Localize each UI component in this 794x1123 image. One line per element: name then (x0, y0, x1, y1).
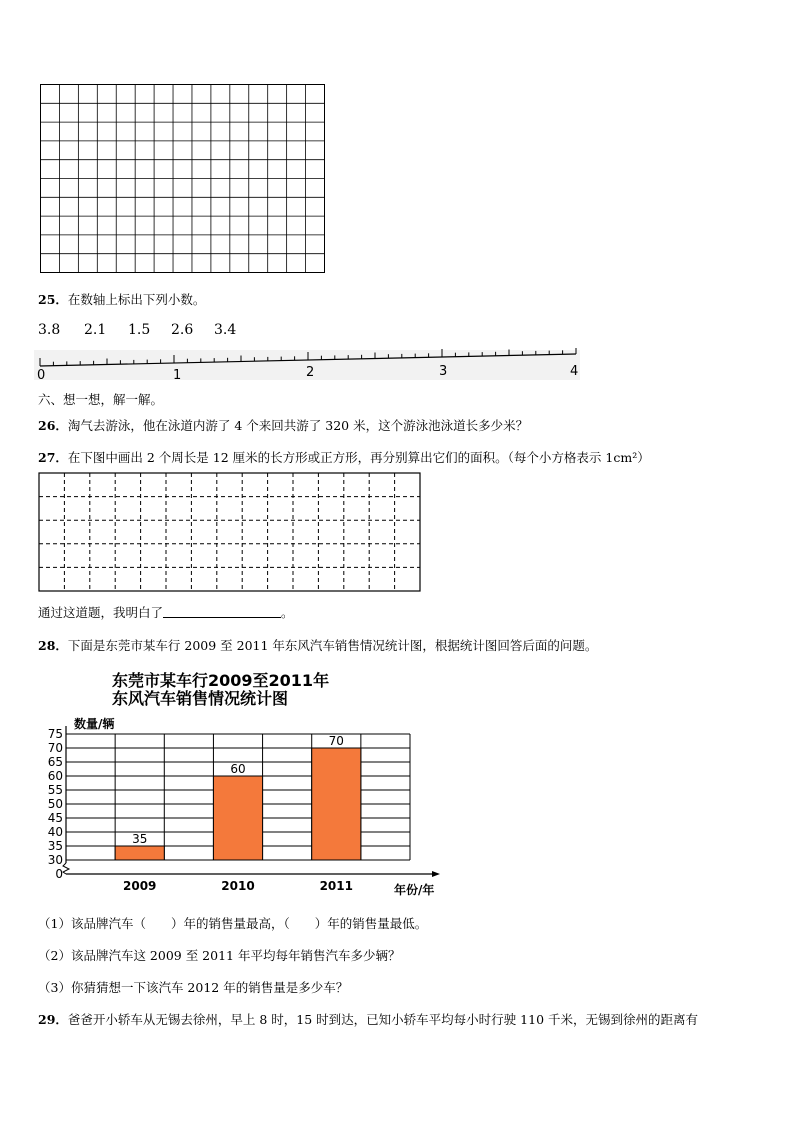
q27-understand (38, 603, 294, 621)
q29-text: 爸爸开小轿车从无锡去徐州，早上 8 时，15 时到达，已知小轿车平均每小时行驶 110 千米，无锡到徐州的距离有 (67, 1012, 698, 1027)
answer-blank[interactable] (163, 605, 281, 618)
chart-xlabel: 年份/年 (394, 883, 435, 897)
q26-number: 26． (38, 418, 68, 433)
chart-category-label-2011: 2011 (319, 879, 353, 893)
top-square-grid (38, 84, 328, 276)
chart-bar-2010 (213, 776, 262, 860)
chart-axis-break (63, 863, 69, 874)
q25-text: 在数轴上标出下列小数。 (67, 292, 206, 307)
dashed-grid[interactable] (38, 472, 424, 596)
chart-y-tick-label: 45 (47, 811, 63, 825)
q29-line (38, 1010, 698, 1028)
chart-category-label-2010: 2010 (221, 879, 255, 893)
q29-number: 29． (38, 1012, 68, 1027)
q25-number: 25． (38, 292, 68, 307)
chart-bar-2009 (115, 846, 164, 860)
axis-label-0: 0 (37, 368, 46, 382)
chart-y-tick-label: 35 (47, 839, 63, 853)
chart-y-tick-label: 65 (47, 755, 63, 769)
chart-y-tick-label: 75 (47, 727, 63, 741)
q28-line (38, 636, 597, 654)
chart-title-2: 东风汽车销售情况统计图 (112, 689, 289, 708)
chart-data-label-2010: 60 (230, 762, 246, 776)
axis-label-2: 2 (306, 365, 315, 380)
number-line[interactable] (34, 348, 582, 382)
q27-text: 在下图中画出 2 个周长是 12 厘米的长方形或正方形，再分别算出它们的面积。（每个小方格表示 1cm²） (67, 450, 650, 465)
q28-sub3: （3）你猜猜想一下该汽车 2012 年的销售量是多少车？ (38, 980, 349, 995)
chart-y-tick-label: 50 (47, 797, 63, 811)
chart-bar-2011 (312, 748, 361, 860)
q27-number: 27． (38, 450, 68, 465)
q26-line (38, 416, 528, 434)
decimal-4: 2.6 (171, 322, 194, 338)
chart-y-tick-label: 70 (47, 741, 63, 755)
chart-category-label-2009: 2009 (123, 879, 157, 893)
chart-x-axis-arrow (432, 871, 440, 877)
q25-line (38, 290, 205, 308)
decimal-1: 3.8 (38, 322, 61, 338)
decimal-2: 2.1 (84, 322, 107, 338)
q28-sub1: （1）该品牌汽车（ ）年的销售量最高，（ ）年的销售量最低。 (38, 916, 428, 931)
chart-data-label-2011: 70 (328, 734, 344, 748)
chart-y-tick-label: 60 (47, 769, 63, 783)
decimal-5: 3.4 (214, 322, 237, 338)
q27-line (38, 448, 650, 466)
understand-suffix: 。 (281, 605, 294, 620)
axis-label-1: 1 (173, 368, 182, 382)
axis-label-4: 4 (570, 364, 579, 379)
chart-y-tick-label: 0 (55, 867, 63, 881)
q26-text: 淘气去游泳，他在泳道内游了 4 个来回共游了 320 米，这个游泳池泳道长多少米？ (67, 418, 529, 433)
chart-title-1: 东莞市某车行2009至2011年 (112, 671, 330, 690)
sales-bar-chart (30, 668, 470, 900)
axis-label-3: 3 (439, 364, 448, 379)
chart-y-tick-label: 55 (47, 783, 63, 797)
decimal-3: 1.5 (128, 322, 151, 338)
q28-number: 28． (38, 638, 68, 653)
understand-prefix: 通过这道题，我明白了 (38, 605, 164, 620)
chart-ylabel: 数量/辆 (74, 717, 115, 731)
section6-title: 六、想一想，解一解。 (38, 392, 164, 407)
chart-y-tick-label: 30 (47, 853, 63, 867)
q28-sub2: （2）该品牌汽车这 2009 至 2011 年平均每年销售汽车多少辆？ (38, 948, 401, 963)
chart-y-tick-label: 40 (47, 825, 63, 839)
chart-data-label-2009: 35 (132, 832, 148, 846)
q28-text: 下面是东莞市某车行 2009 至 2011 年东风汽车销售情况统计图，根据统计图回答后面的问题。 (67, 638, 598, 653)
